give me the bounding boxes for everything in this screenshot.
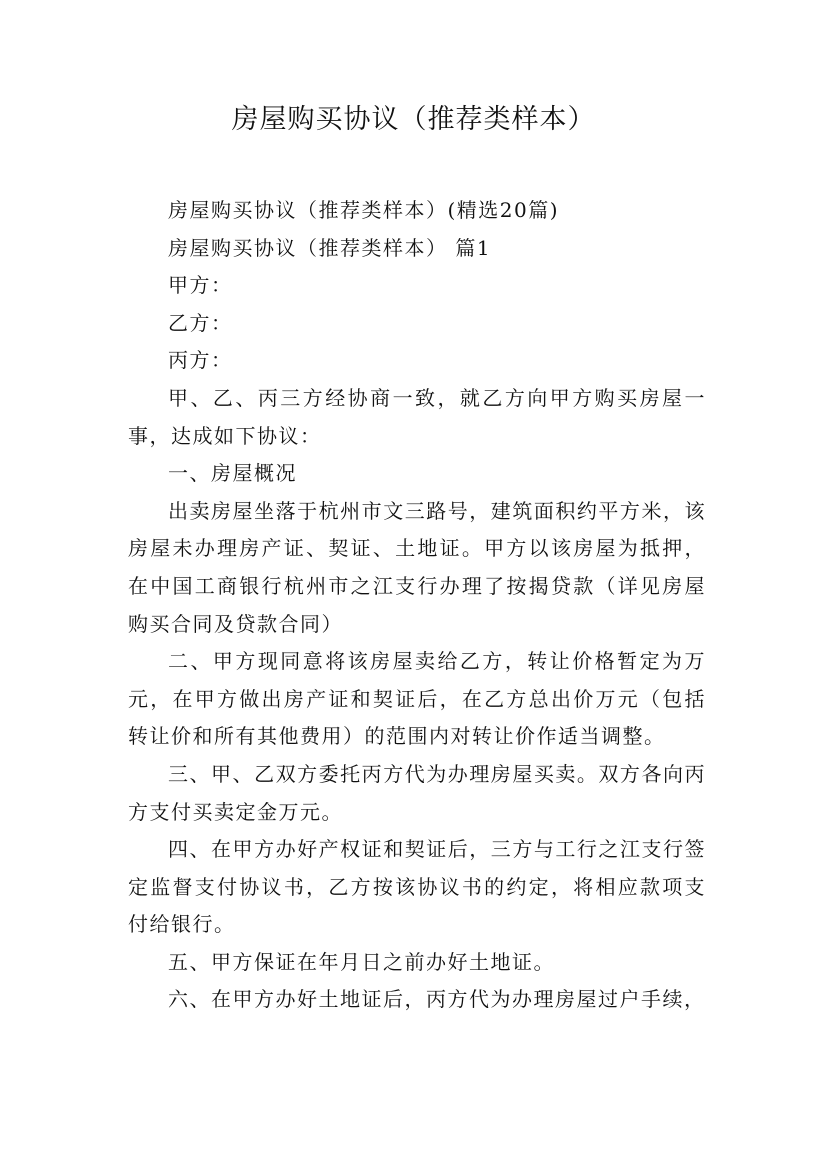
- party-b-label: 乙方：: [168, 310, 233, 335]
- document-body: [128, 192, 706, 1019]
- clause-paragraph: 四、在甲方办好产权证和契证后，三方与工行之江支行签定监督支付协议书，乙方按该协议书的约定，将相应款项支付给银行。: [128, 837, 706, 937]
- party-a-label: 甲方：: [168, 273, 233, 298]
- section-heading: 房屋购买协议（推荐类样本） 篇1: [168, 235, 492, 260]
- clause-paragraph: 二、甲方现同意将该房屋卖给乙方，转让价格暂定为万元，在甲方做出房产证和契证后，在乙方总出价万元（包括转让价和所有其他费用）的范围内对转让价作适当调整。: [128, 649, 706, 749]
- party-c-label: 丙方：: [168, 348, 233, 373]
- clause-heading: 一、房屋概况: [168, 461, 297, 486]
- clause-paragraph: 出卖房屋坐落于杭州市文三路号，建筑面积约平方米，该房屋未办理房产证、契证、土地证。甲方以该房屋为抵押，在中国工商银行杭州市之江支行办理了按揭贷款（详见房屋购买合同及贷款合同）: [128, 498, 706, 636]
- clause-paragraph: 三、甲、乙双方委托丙方代为办理房屋买卖。双方各向丙方支付买卖定金万元。: [128, 761, 706, 824]
- intro-paragraph: 甲、乙、丙三方经协商一致，就乙方向甲方购买房屋一事，达成如下协议：: [128, 385, 706, 448]
- clause-paragraph: 五、甲方保证在年月日之前办好土地证。: [168, 949, 555, 974]
- clause-paragraph: 六、在甲方办好土地证后，丙方代为办理房屋过户手续，: [168, 987, 706, 1012]
- subtitle-paragraph: 房屋购买协议（推荐类样本）(精选20篇): [168, 198, 560, 222]
- document-title: 房屋购买协议（推荐类样本）: [231, 104, 596, 135]
